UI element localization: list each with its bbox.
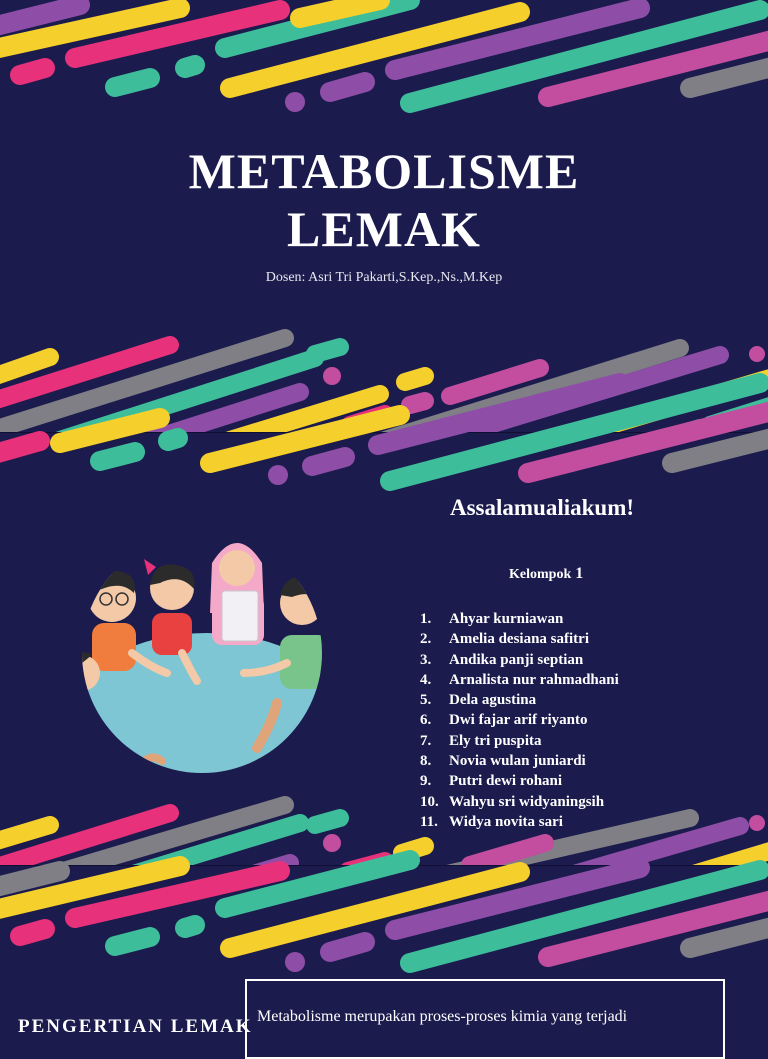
member-name: Amelia desiana safitri bbox=[449, 631, 589, 648]
definition-text: Metabolisme merupakan proses-proses kimia yang terjadi bbox=[257, 1008, 628, 1025]
member-number: 6. bbox=[420, 712, 432, 729]
definition-box bbox=[245, 979, 725, 1059]
title-line-2: LEMAK bbox=[287, 201, 481, 257]
member-list-item bbox=[420, 650, 619, 670]
member-number: 1. bbox=[420, 611, 432, 627]
member-number: 10. bbox=[420, 793, 439, 810]
group-number: 1 bbox=[575, 565, 584, 582]
group-slide bbox=[0, 433, 768, 865]
title-line-1: METABOLISME bbox=[188, 143, 580, 199]
member-name: Putri dewi rohani bbox=[449, 773, 563, 790]
member-name: Andika panji septian bbox=[449, 651, 584, 668]
member-number: 2. bbox=[420, 631, 432, 648]
member-name: Dwi fajar arif riyanto bbox=[449, 712, 588, 729]
member-number: 4. bbox=[420, 671, 432, 688]
member-number: 5. bbox=[420, 692, 432, 709]
member-list-item bbox=[420, 670, 619, 690]
definition-slide bbox=[0, 866, 768, 1037]
slide-title bbox=[0, 142, 768, 258]
member-name: Wahyu sri widyaningsih bbox=[449, 793, 605, 810]
title-slide bbox=[0, 0, 768, 432]
member-name: Novia wulan juniardi bbox=[449, 753, 586, 770]
member-list-item bbox=[420, 751, 619, 771]
member-list-item bbox=[420, 629, 619, 649]
member-list-item bbox=[420, 771, 619, 791]
member-list bbox=[420, 609, 619, 832]
member-number: 3. bbox=[420, 651, 432, 668]
member-list-item bbox=[420, 792, 619, 812]
group-label: Kelompok bbox=[509, 567, 572, 582]
section-title: PENGERTIAN LEMAK bbox=[18, 1016, 253, 1037]
greeting-heading: Assalamualiakum! bbox=[450, 495, 635, 520]
group-heading bbox=[509, 565, 583, 583]
member-name: Widya novita sari bbox=[449, 813, 563, 830]
children-group-discussion-illustration bbox=[72, 523, 332, 773]
member-name: Ely tri puspita bbox=[449, 732, 542, 749]
member-list-item bbox=[420, 710, 619, 730]
member-name: Dela agustina bbox=[449, 692, 537, 709]
member-number: 8. bbox=[420, 753, 432, 770]
member-list-item bbox=[420, 609, 619, 629]
member-number: 11. bbox=[420, 813, 438, 830]
member-name: Arnalista nur rahmadhani bbox=[449, 671, 619, 688]
member-number: 9. bbox=[420, 773, 432, 790]
member-name: Ahyar kurniawan bbox=[449, 611, 564, 627]
member-number: 7. bbox=[420, 732, 432, 749]
member-list-item bbox=[420, 690, 619, 710]
member-list-item bbox=[420, 731, 619, 751]
member-list-item bbox=[420, 812, 619, 832]
lecturer-subtitle: Dosen: Asri Tri Pakarti,S.Kep.,Ns.,M.Kep bbox=[265, 270, 503, 285]
